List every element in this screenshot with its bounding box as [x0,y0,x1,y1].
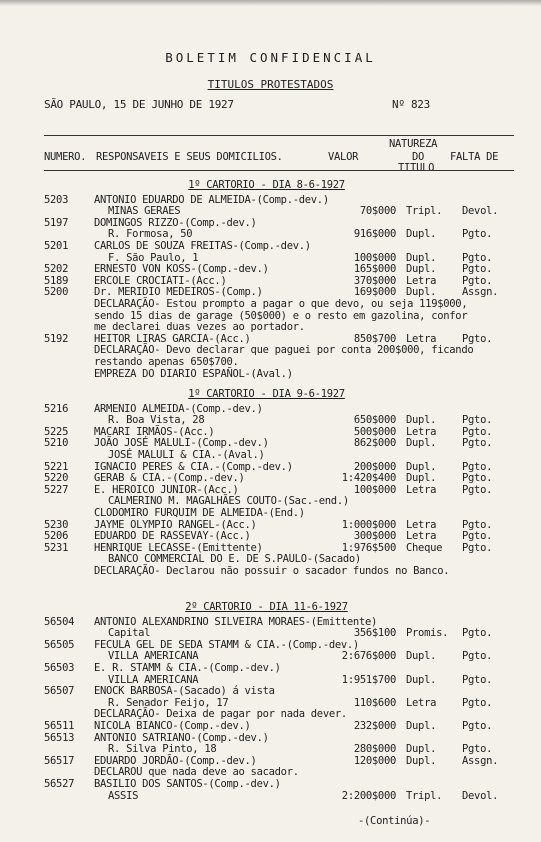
entry-falta: Pgto. [462,274,493,287]
entry-falta: Pgto. [462,460,493,473]
entry-number: 5197 [44,216,69,229]
entry-text: Capital [108,627,151,640]
entry-natureza: Dupl. [406,720,437,732]
entry-text: ANTONIO ALEXANDRINO SILVEIRA MORAES-(Emittente) [94,615,378,628]
entry-text: CARLOS DE SOUZA FREITAS-(Comp.-dev.) [94,240,311,252]
entry-text: NICOLA BIANCO-(Comp.-dev.) [94,720,251,732]
entry-text: HEITOR LIRAS GARCIA-(Acc.) [94,332,251,345]
entry-text: CALMERINO M. MAGALHÃES COUTO-(Sac.-end.) [108,495,349,508]
entry-natureza: Dupl. [406,286,437,299]
entry-number: 5206 [44,530,69,543]
entry-number: 5192 [44,332,69,345]
entry-text: ERNESTO VON KOSS-(Comp.-dev.) [94,263,269,276]
entry-valor: 232$000 [353,720,396,732]
entry-natureza: Dupl. [406,414,437,427]
entry-text: CLODOMIRO FURQUIM DE ALMEIDA-(End.) [94,507,305,519]
entry-text: IGNACIO PERES & CIA.-(Comp.-dev.) [94,460,293,473]
entry-text: BANCO COMMERCIAL DO E. DE S.PAULO-(Sacado) [108,553,361,566]
entry-natureza: Cheque [406,541,443,554]
entry-text: R. Silva Pinto, 18 [108,743,217,756]
section-heading: 1º CARTORIO - DIA 9-6-1927 [188,388,345,400]
entry-text: JOÃO JOSÉ MALULI-(Comp.-dev.) [94,437,269,450]
entry-text: JOSÉ MALULI & CIA.-(Aval.) [108,449,265,461]
entry-text: VILLA AMERICANA [108,650,199,663]
entry-valor: 169$000 [353,286,396,299]
entry-falta: Pgto. [462,627,493,640]
scan-edge [0,0,541,6]
entry-text: me declarei duas vezes ao portador. [94,321,305,334]
entry-number: 5201 [44,240,69,252]
entry-falta: Pgto. [462,720,493,732]
entry-falta: Devol. [462,205,499,218]
entry-number: 5225 [44,425,69,438]
col-natureza-3: TITULO [398,162,435,174]
entry-natureza: Dupl. [406,673,437,686]
document-subtitle: TITULOS PROTESTADOS [207,78,334,91]
declaration-text: DECLARAÇÃO- Estou prompto a pagar o que devo, ou seja 119$000, [94,298,468,310]
entry-valor: 2:676$000 [341,650,396,663]
entry-natureza: Letra [406,696,437,709]
declaration-text: DECLAROU que nada deve ao sacador. [94,766,299,779]
entry-valor: 70$000 [359,205,396,218]
entry-falta: Pgto. [462,483,493,496]
entry-valor: 1:951$700 [341,673,396,686]
entry-falta: Pgto. [462,650,493,663]
entry-valor: 2:200$000 [341,789,396,802]
entry-text: ARMENIO ALMEIDA-(Comp.-dev.) [94,402,263,415]
entry-falta: Pgto. [462,743,493,756]
entry-valor: 356$100 [353,627,396,640]
entry-number: 5231 [44,541,69,554]
entry-natureza: Letra [406,274,437,287]
entry-text: FECULA GEL DE SEDA STAMM & CIA.-(Comp.-dev.) [94,638,359,651]
entry-number: 5189 [44,274,69,287]
entry-text: JAYME OLYMPIO RANGEL-(Acc.) [94,518,257,531]
entry-number: 5202 [44,263,69,276]
entry-text: R. Boa Vista, 28 [108,414,205,427]
entry-valor: 850$700 [353,332,396,345]
entry-text: EMPREZA DO DIARIO ESPAÑOL-(Aval.) [94,367,293,380]
entry-text: restando apenas 650$700. [94,356,239,368]
continua-label: -(Continúa)- [358,815,431,827]
section-heading: 2º CARTORIO - DIA 11-6-1927 [185,601,348,613]
entry-text: HENRIQUE LECASSE-(Emittente) [94,541,263,554]
header-rule-top [44,135,514,136]
entry-falta: Pgto. [462,518,493,531]
entry-valor: 120$000 [353,754,396,767]
entry-falta: Devol. [462,789,499,802]
declaration-text: DECLARAÇÃO- Deixa de pagar por nada dever. [94,708,347,721]
entry-falta: Pgto. [462,541,493,554]
col-valor: VALOR [328,151,359,163]
entry-text: E. HEROICO JUNIOR-(Acc.) [94,483,239,496]
entry-natureza: Tripl. [406,789,443,802]
entry-number: 5220 [44,472,69,485]
place-date: SÃO PAULO, 15 DE JUNHO DE 1927 [44,98,234,111]
entry-valor: 650$000 [353,414,396,427]
entry-text: BASILIO DOS SANTOS-(Comp.-dev.) [94,778,281,790]
entry-valor: 1:976$500 [341,541,396,554]
entry-natureza: Dupl. [406,743,437,756]
entry-falta: Pgto. [462,332,493,345]
entry-number: 5216 [44,402,69,415]
entry-falta: Pgto. [462,472,493,485]
entry-number: 56505 [44,638,75,651]
entry-number: 56504 [44,615,75,628]
entry-natureza: Tripl. [406,205,443,218]
entry-text: GERAB & CIA.-(Comp.-dev.) [94,472,245,485]
entry-falta: Pgto. [462,228,493,241]
entry-falta: Pgto. [462,425,493,438]
header-rule-bottom [44,170,514,171]
entry-number: 5227 [44,483,69,496]
entry-natureza: Dupl. [406,754,437,767]
entry-valor: 500$000 [353,425,396,438]
entry-valor: 370$000 [353,274,396,287]
entry-number: 5230 [44,518,69,531]
entry-number: 56527 [44,778,75,790]
entry-natureza: Letra [406,425,437,438]
entry-valor: 100$000 [353,483,396,496]
entry-falta: Pgto. [462,696,493,709]
entry-number: 56513 [44,731,75,744]
entry-number: 5200 [44,286,69,299]
entry-text: E. R. STAMM & CIA.-(Comp.-dev.) [94,662,281,674]
entry-text: MACARI IRMÃOS-(Acc.) [94,425,215,438]
entry-text: MINAS GERAES [108,205,181,218]
entry-valor: 300$000 [353,530,396,543]
entry-number: 56517 [44,754,75,767]
entry-falta: Assgn. [462,286,499,299]
entry-natureza: Letra [406,332,437,345]
entry-text: F. São Paulo, 1 [108,251,199,264]
entry-text: R. Formosa, 50 [108,228,193,241]
entry-valor: 1:000$000 [341,518,396,531]
entry-valor: 916$000 [353,228,396,241]
entry-natureza: Letra [406,530,437,543]
entry-valor: 165$000 [353,263,396,276]
entry-falta: Assgn. [462,754,499,767]
entry-number: 56511 [44,720,75,732]
entry-natureza: Dupl. [406,472,437,485]
entry-number: 5221 [44,460,69,473]
entry-valor: 280$000 [353,743,396,756]
entry-number: 5210 [44,437,69,450]
entry-falta: Pgto. [462,263,493,276]
entry-valor: 110$600 [353,696,396,709]
entry-text: ENOCK BARBOSA-(Sacado) á vista [94,685,275,698]
entry-text: sendo 15 dias de garage (50$000) e o resto em gazolina, confor [94,309,468,322]
entry-valor: 862$000 [353,437,396,450]
entry-text: Dr. MERIDIO MEDEIROS-(Comp.) [94,286,263,299]
entry-text: EDUARDO DE RASSEVAY-(Acc.) [94,530,251,543]
entry-text: ANTONIO SATRIANO-(Comp.-dev.) [94,731,269,744]
entry-text: EDUARDO JORDÃO-(Comp.-dev.) [94,754,257,767]
entry-text: ANTONIO EDUARDO DE ALMEIDA-(Comp.-dev.) [94,193,329,206]
entry-natureza: Dupl. [406,460,437,473]
entry-falta: Pgto. [462,251,493,264]
entry-natureza: Promis. [406,627,449,640]
col-responsaveis: RESPONSAVEIS E SEUS DOMICILIOS. [96,151,283,163]
col-natureza-2: DO [412,151,425,163]
bulletin-number: Nº 823 [392,98,430,111]
section-heading: 1º CARTORIO - DIA 8-6-1927 [188,179,345,191]
entry-natureza: Dupl. [406,650,437,663]
declaration-text: DECLARAÇÃO- Devo declarar que paguei por conta 200$000, ficando [94,344,474,357]
entry-falta: Pgto. [462,530,493,543]
entry-text: ERCOLE CROCIATI-(Acc.) [94,274,227,287]
entry-natureza: Letra [406,483,437,496]
entry-text: ASSIS [108,789,139,802]
col-numero: NUMERO. [44,151,87,163]
entry-text: DOMINGOS RIZZO-(Comp.-dev.) [94,216,257,229]
entry-natureza: Dupl. [406,228,437,241]
entry-falta: Pgto. [462,414,493,427]
entry-valor: 100$000 [353,251,396,264]
entry-text: VILLA AMERICANA [108,673,199,686]
entry-number: 5203 [44,193,69,206]
entry-valor: 1:420$400 [341,472,396,485]
entry-natureza: Letra [406,518,437,531]
entry-valor: 200$000 [353,460,396,473]
entry-natureza: Dupl. [406,251,437,264]
entry-falta: Pgto. [462,673,493,686]
declaration-text: DECLARAÇÃO- Declarou não possuir o sacador fundos no Banco. [94,565,450,577]
entry-number: 56507 [44,685,75,698]
entry-number: 56503 [44,662,75,674]
entry-natureza: Dupl. [406,437,437,450]
entry-falta: Pgto. [462,437,493,450]
entry-natureza: Dupl. [406,263,437,276]
entry-text: R. Senador Feijo, 17 [108,696,229,709]
col-natureza-1: NATUREZA [389,138,438,150]
col-falta: FALTA DE [450,151,499,163]
document-title: BOLETIM CONFIDENCIAL [165,50,376,65]
